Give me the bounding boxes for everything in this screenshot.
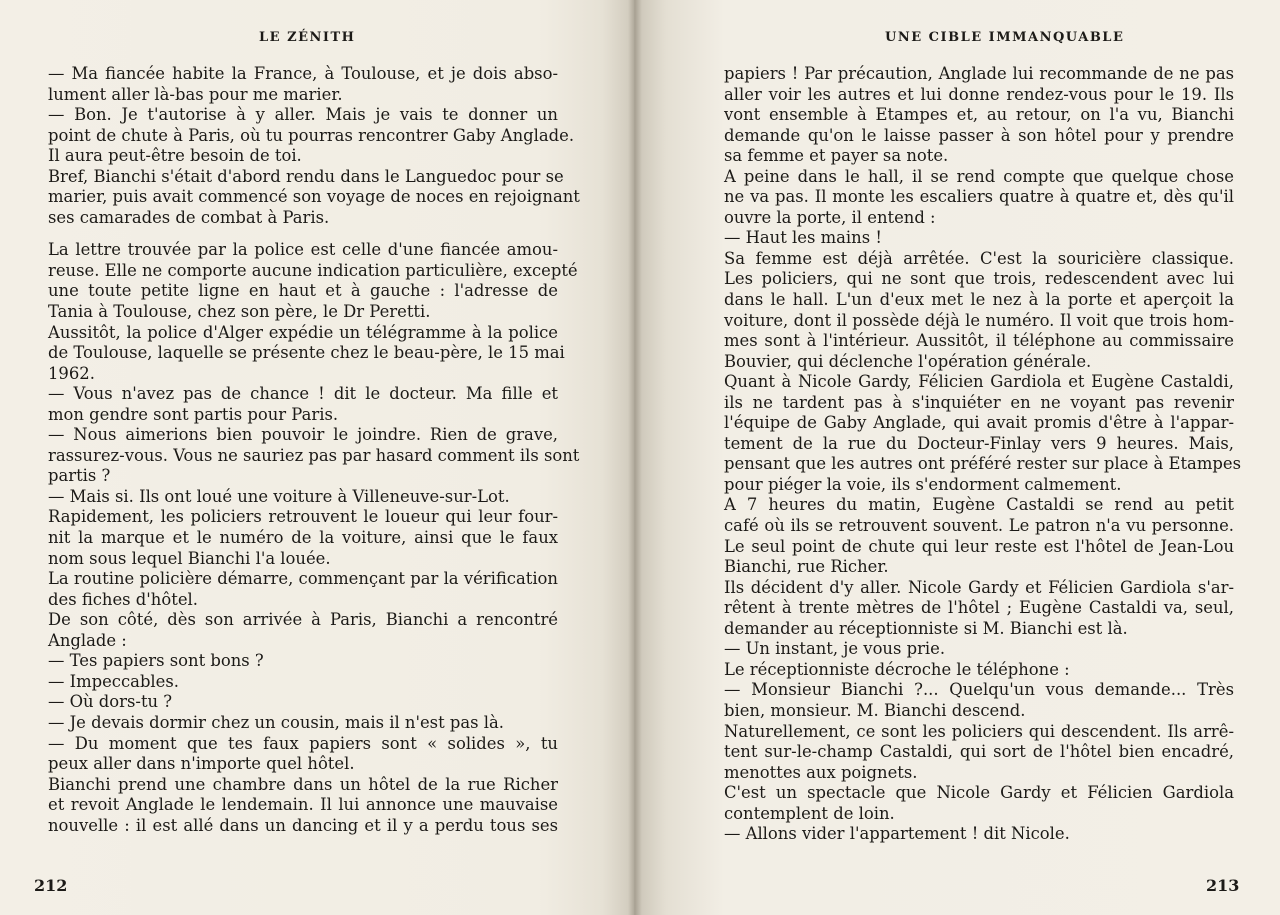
text-line: partis ?: [48, 466, 111, 486]
text-line: mes sont à l'intérieur. Aussitôt, il téléphone au commissaire: [724, 331, 1234, 351]
text-line: — Allons vider l'appartement ! dit Nicole.: [724, 824, 1070, 844]
text-line: demande qu'on le laisse passer à son hôtel pour y prendre: [724, 125, 1234, 145]
text-line: nit la marque et le numéro de la voiture, ainsi que le faux: [48, 528, 558, 548]
text-line: — Où dors-tu ?: [48, 692, 173, 712]
text-line: De son côté, dès son arrivée à Paris, Bianchi a rencontré: [48, 610, 558, 630]
text-line: pour piéger la voie, ils s'endorment calmement.: [724, 474, 1122, 494]
page-text: [724, 64, 1241, 845]
text-line: Le réceptionniste décroche le téléphone :: [724, 659, 1070, 679]
page-number: 213: [1206, 876, 1240, 895]
text-line: reuse. Elle ne comporte aucune indication particulière, excepté: [48, 260, 578, 280]
text-line: Quant à Nicole Gardy, Félicien Gardiola et Eugène Castaldi,: [724, 372, 1234, 392]
text-line: rêtent à trente mètres de l'hôtel ; Eugène Castaldi va, seul,: [724, 598, 1234, 618]
text-line: — Tes papiers sont bons ?: [48, 651, 264, 671]
text-line: nom sous lequel Bianchi l'a louée.: [48, 548, 331, 568]
text-line: Les policiers, qui ne sont que trois, redescendent avec lui: [724, 269, 1234, 289]
text-line: et revoit Anglade le lendemain. Il lui annonce une mauvaise: [48, 795, 558, 815]
page-text: [48, 64, 580, 836]
text-line: — Ma fiancée habite la France, à Toulouse, et je dois abso-: [48, 64, 558, 83]
running-head: UNE CIBLE IMMANQUABLE: [885, 30, 1125, 45]
text-line: A 7 heures du matin, Eugène Castaldi se rend au petit: [724, 495, 1234, 515]
text-line: café où ils se retrouvent souvent. Le patron n'a vu personne.: [724, 516, 1234, 536]
text-line: rassurez-vous. Vous ne sauriez pas par hasard comment ils sont: [48, 445, 580, 465]
text-line: des fiches d'hôtel.: [48, 589, 198, 609]
text-line: pensant que les autres ont préféré rester sur place à Etampes: [724, 454, 1241, 474]
text-line: — Mais si. Ils ont loué une voiture à Villeneuve-sur-Lot.: [48, 486, 510, 506]
text-line: — Haut les mains !: [724, 228, 882, 248]
text-line: 1962.: [48, 363, 95, 383]
book-gutter: [628, 0, 642, 915]
text-line: Naturellement, ce sont les policiers qui descendent. Ils arrê-: [724, 721, 1234, 741]
text-line: aller voir les autres et lui donne rendez-vous pour le 19. Ils: [724, 84, 1234, 104]
text-line: Sa femme est déjà arrêtée. C'est la souricière classique.: [724, 248, 1234, 268]
text-line: — Impeccables.: [48, 671, 179, 691]
text-line: La lettre trouvée par la police est celle d'une fiancée amou-: [48, 240, 558, 260]
text-line: l'équipe de Gaby Anglade, qui avait promis d'être à l'appar-: [724, 413, 1234, 433]
text-line: La routine policière démarre, commençant par la vérification: [48, 569, 558, 589]
text-line: bien, monsieur. M. Bianchi descend.: [724, 700, 1026, 720]
text-line: Bref, Bianchi s'était d'abord rendu dans le Languedoc pour se: [48, 166, 564, 186]
text-line: Bianchi prend une chambre dans un hôtel de la rue Richer: [48, 774, 558, 794]
page-number: 212: [34, 876, 68, 895]
text-line: ouvre la porte, il entend :: [724, 207, 936, 227]
text-line: menottes aux poignets.: [724, 762, 918, 782]
text-line: une toute petite ligne en haut et à gauche : l'adresse de: [48, 281, 558, 301]
text-line: lument aller là-bas pour me marier.: [48, 84, 343, 104]
text-line: nouvelle : il est allé dans un dancing et il y a perdu tous ses: [48, 815, 558, 835]
text-line: Le seul point de chute qui leur reste est l'hôtel de Jean-Lou: [724, 536, 1234, 556]
left-page: [0, 0, 634, 915]
text-line: Ils décident d'y aller. Nicole Gardy et Félicien Gardiola s'ar-: [724, 577, 1234, 597]
text-line: contemplent de loin.: [724, 803, 895, 823]
text-line: tent sur-le-champ Castaldi, qui sort de l'hôtel bien encadré,: [724, 742, 1234, 762]
text-line: mon gendre sont partis pour Paris.: [48, 404, 339, 424]
text-line: — Nous aimerions bien pouvoir le joindre. Rien de grave,: [48, 425, 558, 445]
text-line: Bouvier, qui déclenche l'opération générale.: [724, 351, 1092, 371]
text-line: — Du moment que tes faux papiers sont « solides », tu: [48, 733, 558, 753]
text-line: A peine dans le hall, il se rend compte que quelque chose: [724, 166, 1234, 186]
text-line: Bianchi, rue Richer.: [724, 557, 889, 577]
text-line: marier, puis avait commencé son voyage de noces en rejoignant: [48, 187, 580, 207]
text-line: — Un instant, je vous prie.: [724, 639, 946, 659]
text-line: Tania à Toulouse, chez son père, le Dr Peretti.: [48, 302, 431, 322]
text-line: ses camarades de combat à Paris.: [48, 207, 330, 227]
text-line: point de chute à Paris, où tu pourras rencontrer Gaby Anglade.: [48, 125, 575, 145]
text-line: dans le hall. L'un d'eux met le nez à la porte et aperçoit la: [724, 290, 1234, 310]
text-line: Il aura peut-être besoin de toi.: [48, 146, 302, 166]
text-line: — Bon. Je t'autorise à y aller. Mais je vais te donner un: [48, 105, 558, 125]
text-line: — Vous n'avez pas de chance ! dit le docteur. Ma fille et: [48, 384, 558, 404]
text-line: ils ne tardent pas à s'inquiéter en ne voyant pas revenir: [724, 392, 1234, 412]
text-line: — Monsieur Bianchi ?... Quelqu'un vous demande... Très: [724, 680, 1234, 700]
text-line: — Je devais dormir chez un cousin, mais il n'est pas là.: [48, 712, 504, 732]
text-line: papiers ! Par précaution, Anglade lui recommande de ne pas: [724, 64, 1234, 83]
text-line: tement de la rue du Docteur-Finlay vers 9 heures. Mais,: [724, 433, 1234, 453]
text-line: Anglade :: [48, 630, 127, 650]
text-line: ne va pas. Il monte les escaliers quatre à quatre et, dès qu'il: [724, 187, 1234, 207]
text-line: C'est un spectacle que Nicole Gardy et Félicien Gardiola: [724, 783, 1234, 803]
text-line: vont ensemble à Etampes et, au retour, on l'a vu, Bianchi: [724, 105, 1234, 125]
text-line: voiture, dont il possède déjà le numéro. Il voit que trois hom-: [724, 310, 1234, 330]
running-head: LE ZÉNITH: [259, 30, 356, 45]
text-line: demander au réceptionniste si M. Bianchi est là.: [724, 618, 1128, 638]
text-line: peux aller dans n'importe quel hôtel.: [48, 754, 355, 774]
text-line: sa femme et payer sa note.: [724, 146, 949, 166]
text-line: de Toulouse, laquelle se présente chez le beau-père, le 15 mai: [48, 343, 565, 363]
right-page: [634, 0, 1280, 915]
text-line: Aussitôt, la police d'Alger expédie un télégramme à la police: [48, 322, 558, 342]
text-line: Rapidement, les policiers retrouvent le loueur qui leur four-: [48, 507, 558, 527]
